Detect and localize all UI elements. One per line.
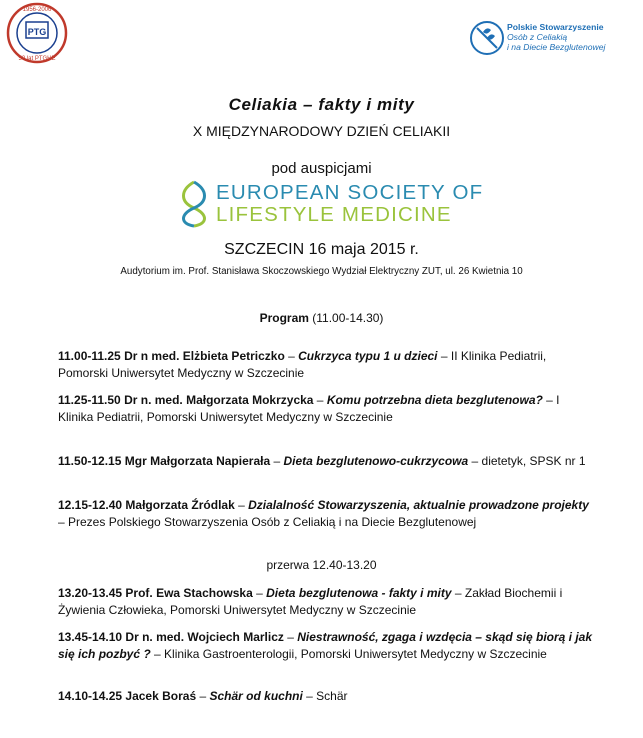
program-item (58, 392, 598, 426)
item-speaker: Dr n. med. Małgorzata Mokrzycka (124, 393, 314, 407)
item-separator: – (270, 454, 284, 468)
item-affiliation: – II Klinika Pediatrii, Pomorski Uniwersytet Medyczny w Szczecinie (58, 349, 547, 380)
item-topic: Dzialalność Stowarzyszenia, aktualnie prowadzone projekty (248, 498, 589, 512)
item-separator: – (196, 689, 210, 703)
program-item (58, 497, 598, 531)
item-separator: – (284, 349, 299, 363)
program-item (58, 453, 598, 470)
item-speaker: Mgr Małgorzata Napierała (124, 454, 271, 468)
program-heading (0, 311, 643, 325)
program-item (58, 585, 598, 619)
item-affiliation: – Klinika Gastroenterologii, Pomorski Uniwersytet Medyczny w Szczecinie (150, 647, 547, 661)
item-topic: Cukrzyca typu 1 u dzieci (298, 349, 438, 363)
item-topic: Dieta bezglutenowa - fakty i mity (266, 586, 452, 600)
item-time: 11.50-12.15 (58, 454, 122, 468)
ptghe-caption: 50 lat PTGHE (18, 56, 56, 62)
item-topic: Dieta bezglutenowo-cukrzycowa (283, 454, 469, 468)
item-speaker: Małgorzata Źródlak (125, 498, 235, 512)
item-time: 11.00-11.25 (58, 349, 121, 363)
item-affiliation: – dietetyk, SPSK nr 1 (468, 454, 586, 468)
program-item (58, 629, 598, 663)
dna-helix-icon (176, 178, 214, 228)
eslm-line2: LIFESTYLE MEDICINE (216, 203, 452, 226)
item-speaker: Dr n. med. Wojciech Marlicz (125, 630, 284, 644)
item-topic: Schär od kuchni (209, 689, 303, 703)
city-date: SZCZECIN 16 maja 2015 r. (224, 241, 419, 258)
item-topic: Niestrawność, zgaga i wzdęcia – skąd się biorą i jak się ich pozbyć ? (58, 630, 593, 661)
eslm-line1: EUROPEAN SOCIETY OF (216, 181, 484, 204)
ptghe-years: 1956-2006 (22, 7, 52, 13)
item-time: 14.10-14.25 (58, 689, 123, 703)
break-time: przerwa 12.40-13.20 (266, 558, 377, 572)
item-time: 11.25-11.50 (58, 393, 121, 407)
item-affiliation: – Schär (302, 689, 348, 703)
item-affiliation: – Prezes Polskiego Stowarzyszenia Osób z Celiakią i na Diecie Bezglutenowej (58, 515, 477, 529)
item-separator: – (283, 630, 298, 644)
event-subtitle: X MIĘDZYNARODOWY DZIEŃ CELIAKII (192, 123, 451, 139)
item-separator: – (234, 498, 249, 512)
program-item (58, 688, 598, 705)
ptghe-monogram: PTG (27, 27, 47, 37)
event-title: Celiakia – fakty i mity (228, 95, 415, 114)
pss-line2: Osób z Celiakią (507, 32, 568, 42)
program-hours: (11.00-14.30) (312, 311, 384, 325)
pss-logo (469, 18, 639, 58)
item-time: 12.15-12.40 (58, 498, 123, 512)
ptghe-logo (6, 2, 68, 64)
item-speaker: Dr n med. Elżbieta Petriczko (124, 349, 285, 363)
item-affiliation: – Zakład Biochemii i Żywienia Człowieka, Pomorski Uniwersytet Medyczny w Szczecinie (58, 586, 563, 617)
item-time: 13.20-13.45 (58, 586, 123, 600)
patronage-label: pod auspicjami (271, 160, 372, 177)
item-time: 13.45-14.10 (58, 630, 123, 644)
program-label: Program (259, 311, 309, 325)
item-speaker: Jacek Boraś (125, 689, 197, 703)
pss-line3: i na Diecie Bezglutenowej (507, 42, 606, 52)
item-separator: – (252, 586, 267, 600)
program-item (58, 348, 598, 382)
pss-line1: Polskie Stowarzyszenie (507, 22, 604, 32)
item-speaker: Prof. Ewa Stachowska (125, 586, 253, 600)
wheat-circle-icon (469, 18, 505, 58)
item-affiliation: – I Klinika Pediatrii, Pomorski Uniwersytet Medyczny w Szczecinie (58, 393, 560, 424)
venue: Audytorium im. Prof. Stanisława Skoczowskiego Wydział Elektryczny ZUT, ul. 26 Kwietnia 10 (120, 266, 523, 277)
item-topic: Komu potrzebna dieta bezglutenowa? (326, 393, 543, 407)
item-separator: – (313, 393, 327, 407)
eslm-logo (176, 178, 484, 228)
